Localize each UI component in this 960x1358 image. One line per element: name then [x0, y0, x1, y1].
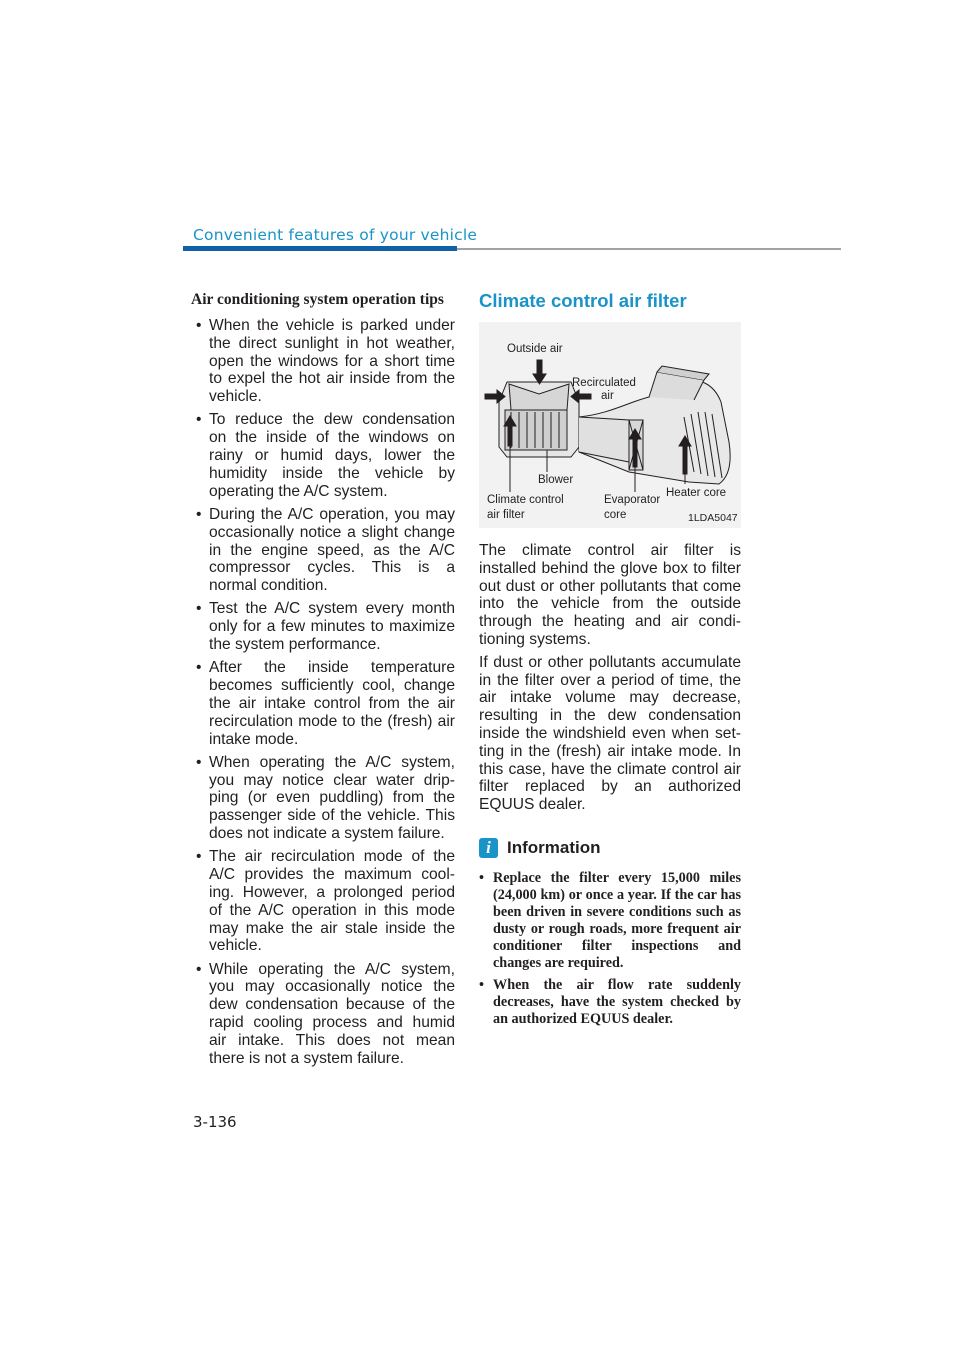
- heater-core-label: Heater core: [666, 487, 727, 499]
- air-filter-paragraph-2: If dust or other pollutants accumulate in the filter over a period of time, the air intake volume may decrease, resulting in the dew condensation inside the windshield even when set-ting in the (fresh) air intake mode. In this case, have the climate control air filter replaced by an authorized EQUUS dealer.: [479, 653, 741, 814]
- bullet-dot: •: [196, 659, 202, 677]
- bullet-dot: •: [196, 600, 202, 618]
- list-item-text: After the inside temperature becomes sufficiently cool, change the air intake control from the air recirculation mode to the (fresh) air intake mode.: [209, 659, 455, 748]
- outside-air-label: Outside air: [507, 343, 563, 355]
- information-icon: i: [479, 838, 498, 858]
- ac-tips-heading: Air conditioning system operation tips: [191, 291, 444, 308]
- bullet-dot: •: [196, 848, 202, 866]
- evaporator-core-label: Evaporator: [604, 494, 661, 506]
- information-title: Information: [507, 837, 601, 857]
- header-accent-bar: [183, 246, 457, 251]
- list-item-text: When the air flow rate suddenly decreases, have the system checked by an authorized EQUUS dealer.: [493, 976, 741, 1027]
- list-item: [479, 977, 741, 1028]
- list-item-text: During the A/C operation, you may occasionally notice a slight change in the engine speed, as the A/C compressor cycles. This is a normal condition.: [209, 505, 455, 595]
- left-column: [191, 291, 455, 1073]
- blower-label: Blower: [538, 474, 574, 486]
- bullet-dot: •: [479, 976, 484, 993]
- air-filter-label-line2: air filter: [487, 509, 525, 521]
- hvac-diagram: [479, 322, 741, 528]
- list-item-text: The air recirculation mode of the A/C provides the maximum cool-ing. However, a prolonged period of the A/C operation in this mode may make the air stale inside the vehicle.: [209, 848, 455, 955]
- bullet-dot: •: [196, 505, 202, 523]
- list-item: [191, 600, 455, 653]
- list-item-text: Replace the filter every 15,000 miles (24,000 km) or once a year. If the car has been driven in severe conditions such as dusty or rough roads, more frequent air conditioner filter inspections and changes are required.: [493, 869, 741, 971]
- list-item: [191, 317, 455, 406]
- list-item-text: To reduce the dew condensation on the inside of the windows on rainy or humid days, lower the humidity inside the vehicle by operating the A/C system.: [209, 411, 455, 500]
- list-item-text: When operating the A/C system, you may notice clear water drip-ping (or even puddling) from the passenger side of the vehicle. This does not indicate a system failure.: [209, 753, 455, 843]
- list-item: [191, 659, 455, 748]
- list-item: [191, 848, 455, 955]
- ac-tips-list: [191, 317, 455, 1067]
- bullet-dot: •: [196, 317, 202, 334]
- list-item: [191, 411, 455, 500]
- list-item: [479, 870, 741, 972]
- right-column: [479, 290, 741, 1033]
- information-heading: [479, 838, 741, 860]
- air-filter-label: Climate control: [487, 494, 564, 506]
- section-header-title: Convenient features of your vehicle: [193, 226, 478, 244]
- recirculated-air-label-line2: air: [601, 390, 614, 402]
- list-item: [191, 506, 455, 595]
- evaporator-core-label-line2: core: [604, 509, 627, 521]
- information-list: [479, 870, 741, 1028]
- air-filter-title: Climate control air filter: [479, 290, 687, 311]
- bullet-dot: •: [196, 411, 202, 429]
- bullet-dot: •: [196, 753, 202, 771]
- list-item-text: Test the A/C system every month only for a few minutes to maximize the system performance.: [209, 600, 455, 654]
- list-item: [191, 754, 455, 843]
- page-number: 3-136: [193, 1113, 237, 1131]
- recirculated-air-label: Recirculated: [572, 377, 636, 389]
- bullet-dot: •: [196, 960, 202, 978]
- bullet-dot: •: [479, 869, 484, 886]
- air-filter-paragraph-1: The climate control air filter is installed behind the glove box to filter out dust or other pollutants that come into the vehicle from the outside through the heating and air condi-tioning systems.: [479, 542, 741, 648]
- list-item: [191, 961, 455, 1068]
- header-rule: [457, 248, 841, 250]
- figure-code: 1LDA5047: [688, 512, 738, 524]
- list-item-text: When the vehicle is parked under the direct sunlight in hot weather, open the windows for a short time to expel the hot air inside from the vehicle.: [209, 317, 455, 406]
- list-item-text: While operating the A/C system, you may occasionally notice the dew condensation because of the rapid cooling process and humid air intake. This does not mean there is not a system failure.: [209, 960, 455, 1067]
